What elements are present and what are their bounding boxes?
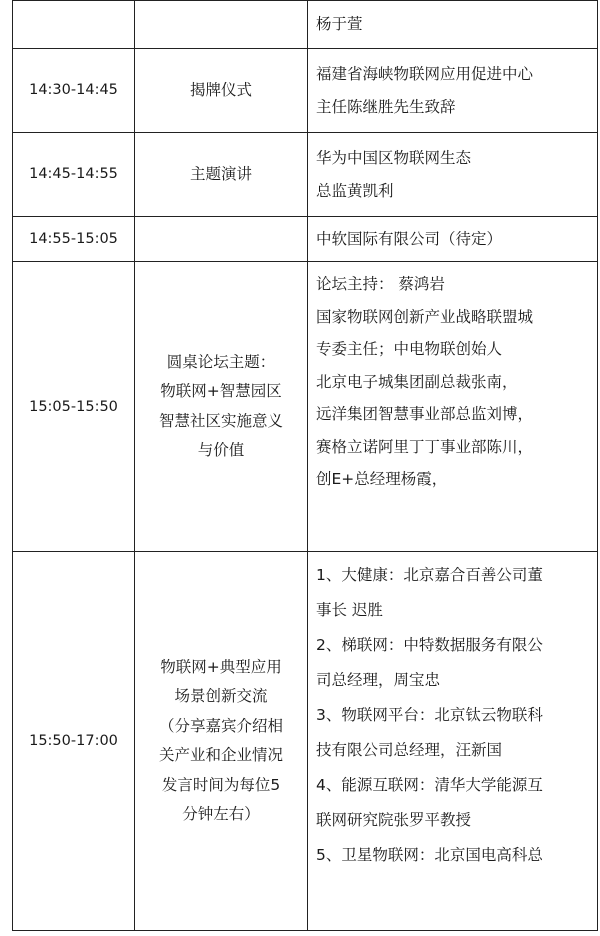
table-row (13, 217, 598, 262)
time-cell: 14:30-14:45 (13, 49, 135, 133)
time-cell: 14:55-15:05 (13, 217, 135, 262)
table-row (13, 49, 598, 133)
detail-cell (308, 133, 598, 217)
detail-line: 赛格立诺阿里丁丁事业部陈川， (316, 437, 534, 456)
topic-cell (135, 552, 308, 931)
time-cell: 14:45-14:55 (13, 133, 135, 217)
detail-line: 4、能源互联网：清华大学能源互 (316, 776, 543, 794)
detail-line: 司总经理，周宝忠 (316, 671, 441, 689)
detail-line: 技有限公司总经理，汪新国 (316, 741, 503, 759)
time-cell: 15:50-17:00 (13, 552, 135, 931)
detail-line: 创E+总经理杨霞， (316, 470, 448, 488)
topic-cell (135, 262, 308, 552)
detail-line: 事长 迟胜 (316, 601, 383, 619)
table-row (13, 262, 598, 552)
table-row (13, 552, 598, 931)
detail-cell (308, 1, 598, 49)
detail-cell (308, 552, 598, 931)
topic-line: （分享嘉宾介绍相 (158, 716, 283, 735)
topic-line: 发言时间为每位5 (161, 775, 281, 794)
agenda-body (13, 1, 598, 931)
topic-line: 与价值 (197, 441, 245, 459)
agenda-table (12, 0, 598, 931)
detail-line: 1、大健康：北京嘉合百善公司董 (316, 566, 543, 584)
topic-cell: 揭牌仪式 (135, 49, 308, 133)
topic-line: 圆桌论坛主题： (166, 352, 276, 371)
topic-line: 物联网+典型应用 (160, 657, 282, 676)
detail-cell (308, 217, 598, 262)
detail-line: 福建省海峡物联网应用促进中心 (316, 64, 534, 83)
time-cell: 15:05-15:50 (13, 262, 135, 552)
topic-cell: 主题演讲 (135, 133, 308, 217)
detail-cell (308, 49, 598, 133)
detail-line: 国家物联网创新产业战略联盟城 (316, 307, 534, 326)
detail-line: 主任陈继胜先生致辞 (316, 97, 456, 116)
detail-line: 远洋集团智慧事业部总监刘博， (316, 405, 534, 423)
detail-line: 杨于萱 (316, 15, 363, 33)
detail-cell (308, 262, 598, 552)
topic-line: 关产业和企业情况 (158, 746, 283, 764)
detail-line: 中软国际有限公司（待定） (316, 230, 503, 248)
topic-cell (135, 217, 308, 262)
detail-line: 华为中国区物联网生态 (316, 148, 472, 167)
detail-line: 总监黄凯利 (316, 181, 394, 200)
table-row (13, 133, 598, 217)
detail-line: 5、卫星物联网：北京国电高科总 (316, 846, 543, 864)
topic-line: 智慧社区实施意义 (158, 411, 283, 430)
topic-line: 物联网+智慧园区 (160, 382, 282, 400)
detail-line: 论坛主持： 蔡鸿岩 (316, 275, 445, 293)
topic-line: 场景创新交流 (174, 687, 268, 705)
detail-line: 2、梯联网：中特数据服务有限公 (316, 636, 543, 654)
detail-line: 联网研究院张罗平教授 (316, 811, 472, 829)
detail-line: 专委主任；中电物联创始人 (316, 340, 503, 358)
detail-line: 3、物联网平台：北京钛云物联科 (316, 706, 543, 724)
table-row (13, 1, 598, 49)
topic-cell (135, 1, 308, 49)
time-cell (13, 1, 135, 49)
topic-line: 分钟左右） (182, 805, 260, 823)
detail-line: 北京电子城集团副总裁张南， (316, 372, 518, 391)
